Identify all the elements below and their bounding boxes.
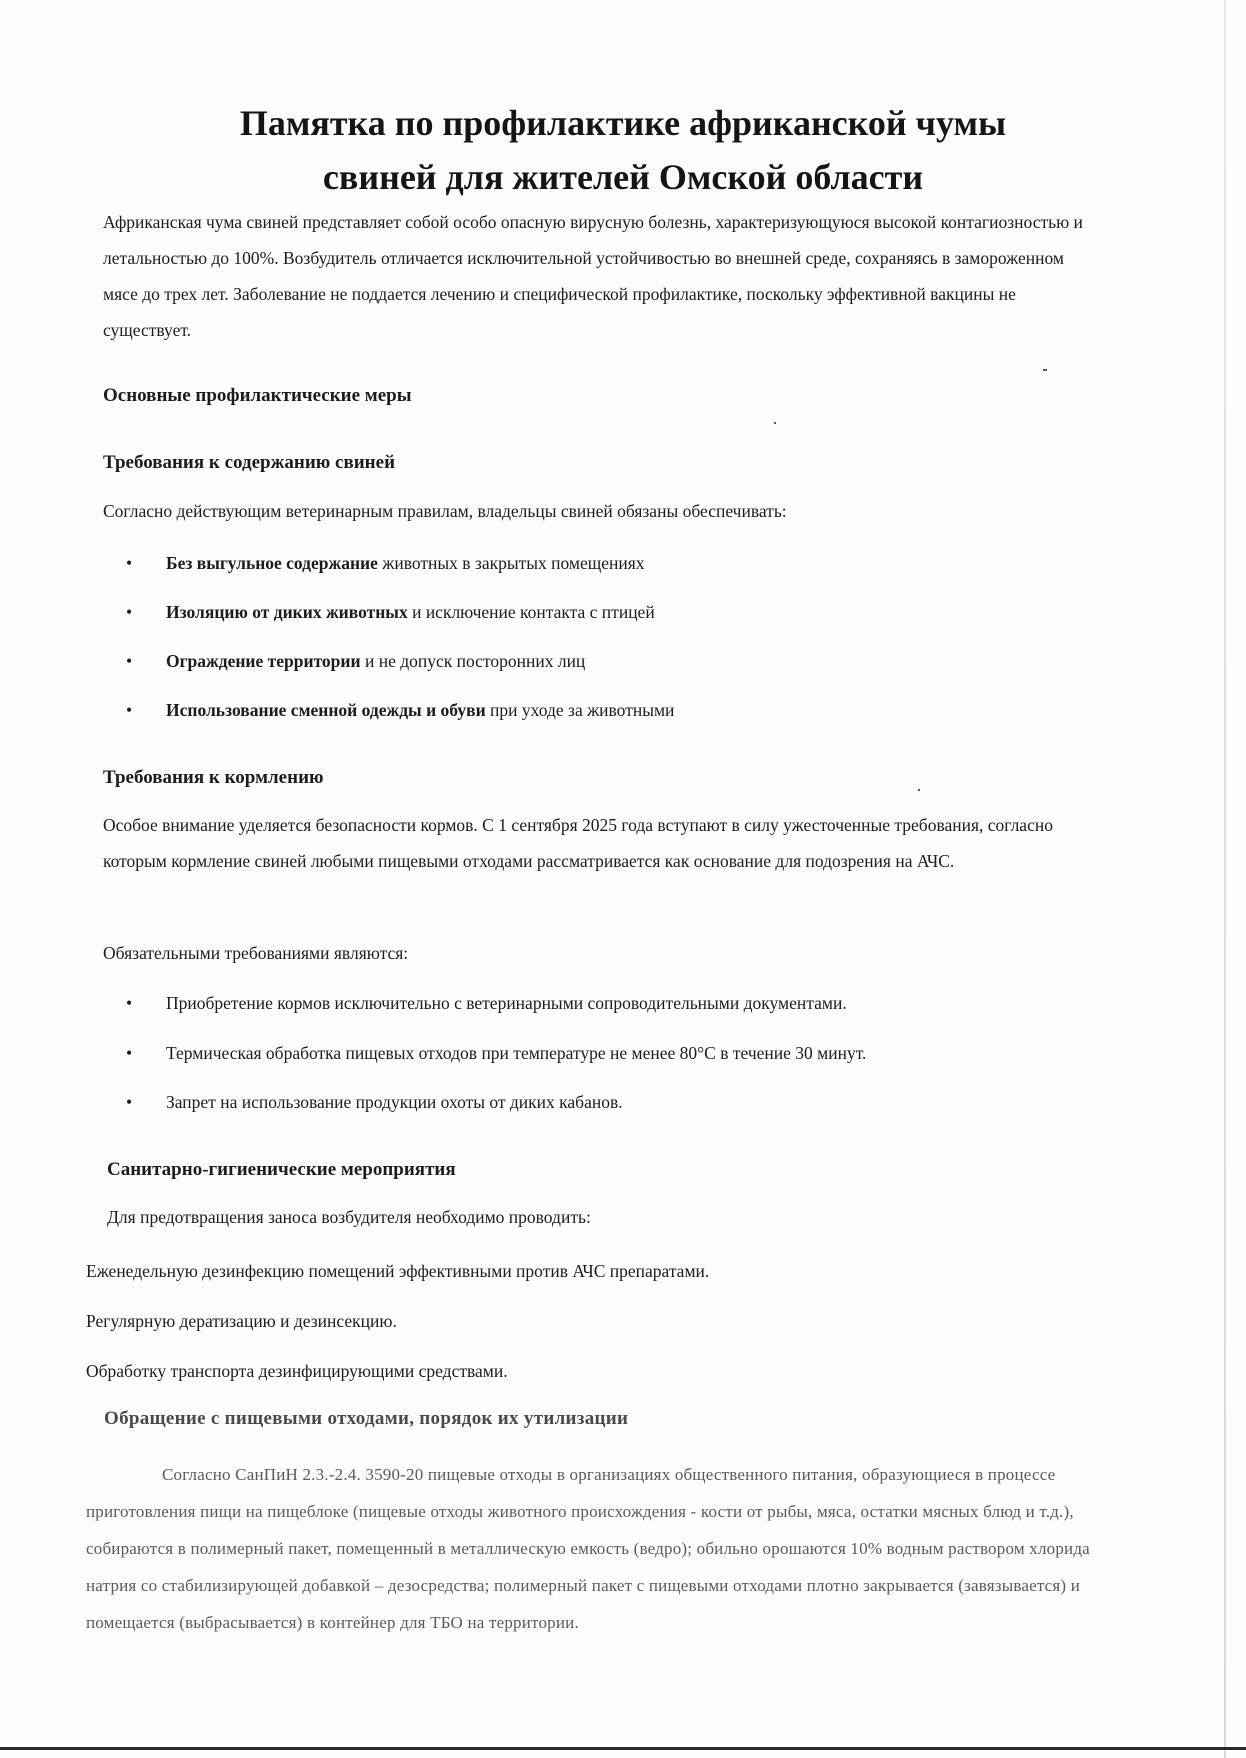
- bullet-marker: •: [126, 1043, 133, 1063]
- section-heading-feeding: Требования к кормлению: [103, 767, 324, 788]
- bullet-marker: •: [126, 1092, 133, 1112]
- feeding-lead: Обязательными требованиями являются:: [103, 943, 409, 963]
- bullet-marker: •: [126, 993, 133, 1013]
- title-line-1: Памятка по профилактике африканской чумы: [239, 103, 1007, 143]
- intro-paragraph: [103, 204, 1103, 348]
- list-item: [126, 1040, 866, 1066]
- section-heading-sanitary: Санитарно-гигиенические мероприятия: [107, 1159, 456, 1180]
- list-item-rest: животных в закрытых помещениях: [377, 553, 645, 573]
- scan-speck: [774, 422, 776, 424]
- keeping-lead: Согласно действующим ветеринарным правилам, владельцы свиней обязаны обеспечивать:: [103, 501, 787, 521]
- scan-speck: [1043, 369, 1047, 371]
- waste-paragraph: [86, 1456, 1126, 1641]
- list-item-text: Термическая обработка пищевых отходов при температуре не менее 80°С в течение 30 минут.: [166, 1043, 867, 1063]
- sanitary-item: Регулярную дератизацию и дезинсекцию.: [86, 1311, 397, 1331]
- bullet-marker: •: [126, 700, 133, 720]
- list-item-text: Приобретение кормов исключительно с ветеринарными сопроводительными документами.: [166, 993, 847, 1013]
- bullet-marker: •: [126, 651, 133, 671]
- section-heading-keeping: Требования к содержанию свиней: [103, 452, 396, 473]
- list-item-text: Запрет на использование продукции охоты от диких кабанов.: [166, 1092, 623, 1112]
- list-item-bold: Изоляцию от диких животных: [166, 602, 408, 622]
- bullet-marker: •: [126, 602, 133, 622]
- list-item: [126, 599, 655, 625]
- list-item-bold: Использование сменной одежды и обуви: [166, 700, 486, 720]
- title-line-2: свиней для жителей Омской области: [322, 157, 924, 197]
- list-item-bold: Без выгульное содержание: [166, 553, 378, 573]
- list-item-rest: при уходе за животными: [485, 700, 675, 720]
- section-heading-main: Основные профилактические меры: [103, 385, 412, 406]
- page-edge: [1224, 0, 1226, 1758]
- sanitary-item: Обработку транспорта дезинфицирующими средствами.: [86, 1361, 508, 1381]
- feeding-paragraph: Особое внимание уделяется безопасности кормов. С 1 сентября 2025 года вступают в силу ужесточенные требования, согласно которым кормление свиней любыми пищевыми отходами рассматривается как основание для подозрения на АЧС.: [103, 815, 1053, 871]
- list-item: [126, 990, 847, 1016]
- bullet-marker: •: [126, 553, 133, 573]
- scan-speck: [918, 789, 920, 791]
- intro-text: Африканская чума свиней представляет собой особо опасную вирусную болезнь, характеризующуюся высокой контагиозностью и летальностью до 100%. Возбудитель отличается исключительной устойчивостью во внешней среде, сохраняясь в замороженном мясе до трех лет. Заболевание не поддается лечению и специфической профилактике, поскольку эффективной вакцины не существует.: [103, 212, 1083, 340]
- list-item: [126, 697, 674, 723]
- sanitary-item: Еженедельную дезинфекцию помещений эффективными против АЧС препаратами.: [86, 1261, 710, 1281]
- waste-text: Согласно СанПиН 2.3.-2.4. 3590-20 пищевые отходы в организациях общественного питания, образующиеся в процессе приготовления пищи на пищеблоке (пищевые отходы животного происхождения - кости от рыбы, мяса, остатки мясных блюд и т.д.), собираются в полимерный пакет, помещенный в металлическую емкость (ведро); обильно орошаются 10% водным раствором хлорида натрия со стабилизирующей добавкой – дезосредства; полимерный пакет с пищевыми отходами плотно закрывается (завязывается) и помещается (выбрасывается) в контейнер для ТБО на территории.: [86, 1465, 1090, 1632]
- list-item: [126, 550, 645, 576]
- list-item-rest: и исключение контакта с птицей: [407, 602, 655, 622]
- list-item: [126, 1089, 623, 1115]
- list-item: [126, 648, 585, 674]
- page-bottom-border: [0, 1747, 1246, 1750]
- list-item-rest: и не допуск посторонних лиц: [360, 651, 586, 671]
- sanitary-lead: Для предотвращения заноса возбудителя необходимо проводить:: [107, 1207, 591, 1227]
- list-item-bold: Ограждение территории: [166, 651, 361, 671]
- document-title: [0, 96, 1246, 204]
- section-heading-waste: Обращение с пищевыми отходами, порядок их утилизации: [104, 1408, 629, 1429]
